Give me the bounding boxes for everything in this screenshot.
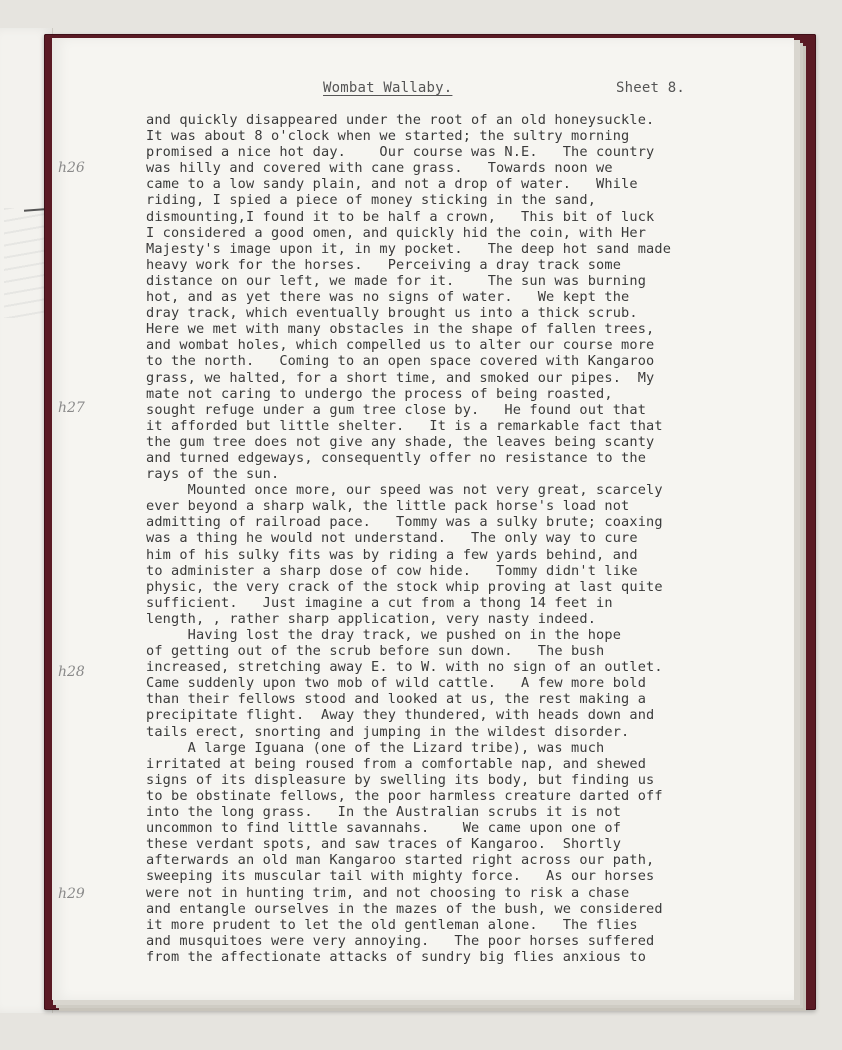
text-line: admitting of railroad pace. Tommy was a sulky brute; coaxing [146,514,663,531]
margin-note: h26 [58,160,85,176]
text-line: and wombat holes, which compelled us to alter our course more [146,337,655,354]
text-line: and entangle ourselves in the mazes of the bush, we considered [146,900,663,917]
text-line: Came suddenly upon two mob of wild cattle. A few more bold [146,675,647,692]
text-line: grass, we halted, for a short time, and smoked our pipes. My [146,369,655,386]
text-line: sweeping its muscular tail with mighty force. As our horses [146,868,655,885]
text-line: Having lost the dray track, we pushed on in the hope [146,627,622,643]
text-line: him of his sulky fits was by riding a few yards behind, and [146,546,638,563]
text-line: length, , rather sharp application, very nasty indeed. [146,610,597,627]
text-line: dray track, which eventually brought us into a thick scrub. [146,305,638,322]
text-line: afterwards an old man Kangaroo started right across our path, [146,852,655,869]
text-line: dismounting,I found it to be half a crown, This bit of luck [146,208,655,225]
text-line: the gum tree does not give any shade, the leaves being scanty [146,433,655,450]
typed-manuscript-text [146,112,766,965]
text-line: A large Iguana (one of the Lizard tribe), was much [146,739,613,756]
text-line: It was about 8 o'clock when we started; the sultry morning [146,128,630,145]
text-line: mate not caring to undergo the process of being roasted, [146,385,613,402]
margin-note: h28 [58,664,85,680]
text-line: rays of the sun. [146,466,280,483]
text-line: Mounted once more, our speed was not very great, scarcely [146,482,663,499]
margin-note: h27 [58,400,85,416]
text-line: heavy work for the horses. Perceiving a dray track some [146,256,630,273]
page-title: Wombat Wallaby. [323,80,453,96]
text-line: hot, and as yet there was no signs of water. We kept the [146,289,630,306]
text-line: and turned edgeways, consequently offer no resistance to the [146,449,647,466]
margin-note: h29 [58,886,85,902]
text-line: physic, the very crack of the stock whip proving at last quite [146,578,663,595]
text-line: ever beyond a sharp walk, the little pack horse's load not [146,498,630,515]
text-line: was a thing he would not understand. The only way to cure [146,530,638,547]
text-line: of getting out of the scrub before sun down. The bush [146,643,605,660]
text-line: irritated at being roused from a comfortable nap, and shewed [146,755,647,772]
text-line: Majesty's image upon it, in my pocket. The deep hot sand made [146,240,672,257]
text-line: it more prudent to let the old gentleman alone. The flies [146,916,638,933]
text-line: to the north. Coming to an open space covered with Kangaroo [146,353,655,370]
text-line: signs of its displeasure by swelling its body, but finding us [146,771,655,788]
text-line: distance on our left, we made for it. The sun was burning [146,272,647,289]
text-line: to be obstinate fellows, the poor harmless creature darted off [146,787,663,804]
text-line: came to a low sandy plain, and not a drop of water. While [146,176,638,193]
text-line: increased, stretching away E. to W. with no sign of an outlet. [146,659,663,676]
text-line: sought refuge under a gum tree close by. He found out that [146,401,647,418]
text-line: from the affectionate attacks of sundry big flies anxious to [146,948,647,965]
text-line: were not in hunting trim, and not choosing to risk a chase [146,884,630,901]
text-line: it afforded but little shelter. It is a remarkable fact that [146,417,663,434]
text-line: precipitate flight. Away they thundered, with heads down and [146,707,655,724]
sheet-number: Sheet 8. [616,80,686,96]
text-line: these verdant spots, and saw traces of Kangaroo. Shortly [146,836,622,853]
text-line: and musquitoes were very annoying. The poor horses suffered [146,932,655,949]
text-line: than their fellows stood and looked at us, the rest making a [146,691,647,708]
text-line: Here we met with many obstacles in the shape of fallen trees, [146,321,655,338]
text-line: tails erect, snorting and jumping in the wildest disorder. [146,723,630,740]
text-line: into the long grass. In the Australian scrubs it is not [146,804,622,821]
text-line: was hilly and covered with cane grass. Towards noon we [146,160,613,177]
text-line: riding, I spied a piece of money sticking in the sand, [146,192,597,209]
faint-pencil-notes [4,208,44,318]
text-line: and quickly disappeared under the root of an old honeysuckle. [146,112,655,128]
text-line: promised a nice hot day. Our course was N.E. The country [146,144,655,161]
text-line: to administer a sharp dose of cow hide. Tommy didn't like [146,562,638,579]
text-line: uncommon to find little savannahs. We came upon one of [146,820,622,837]
text-line: sufficient. Just imagine a cut from a thong 14 feet in [146,594,613,611]
text-line: I considered a good omen, and quickly hid the coin, with Her [146,224,647,241]
